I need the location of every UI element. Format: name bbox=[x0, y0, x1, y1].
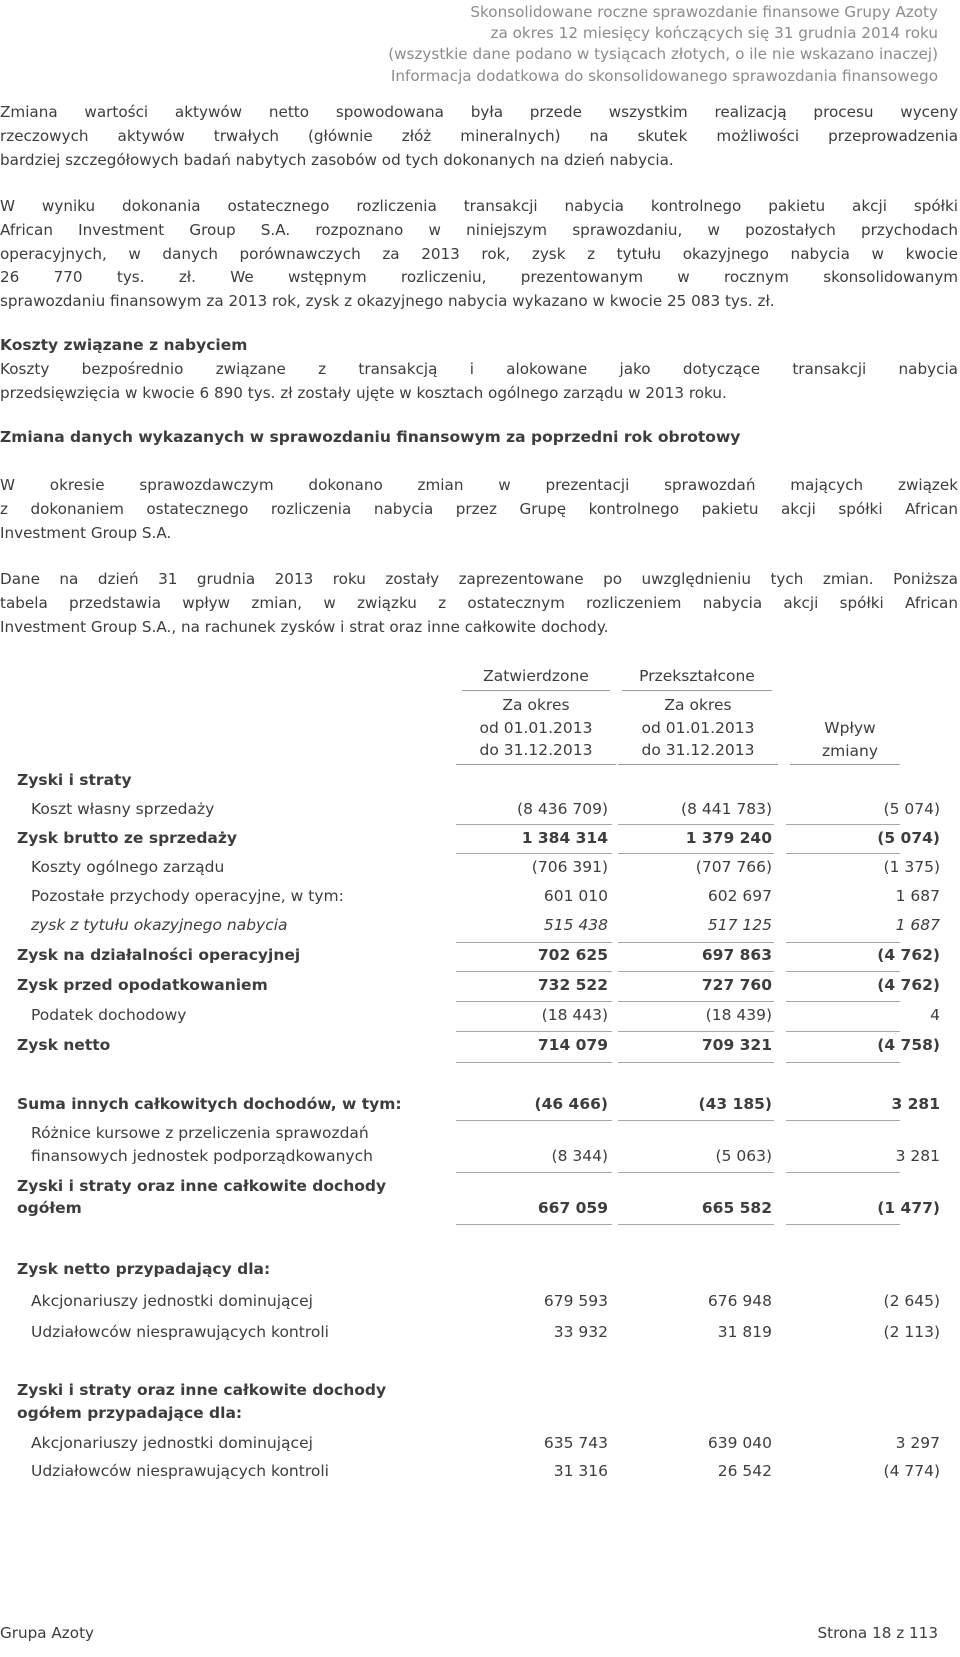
period-to: do 31.12.2013 bbox=[479, 741, 593, 759]
value-impact: (5 074) bbox=[877, 829, 940, 847]
row-underline bbox=[786, 1001, 900, 1002]
row-label: ogółem bbox=[17, 1199, 82, 1217]
value-approved: (8 436 709) bbox=[517, 800, 608, 818]
row-label: Zyski i straty bbox=[17, 771, 132, 789]
row-underline bbox=[786, 1224, 900, 1225]
paragraph-data-2013 bbox=[0, 568, 958, 639]
value-approved: 714 079 bbox=[537, 1036, 608, 1054]
row-label: Suma innych całkowitych dochodów, w tym: bbox=[17, 1095, 402, 1113]
value-approved: (8 344) bbox=[551, 1147, 608, 1165]
section-heading-change: Zmiana danych wykazanych w sprawozdaniu finansowym za poprzedni rok obrotowy bbox=[0, 428, 741, 446]
value-restated: 727 760 bbox=[701, 976, 772, 994]
value-impact: (4 762) bbox=[877, 976, 940, 994]
value-approved: (46 466) bbox=[534, 1095, 608, 1113]
value-approved: 31 316 bbox=[553, 1462, 608, 1480]
row-label: Zysk na działalności operacyjnej bbox=[17, 946, 301, 964]
table-row bbox=[0, 858, 960, 888]
text-line: Koszty bezpośrednio związane z transakcją i alokowane jako dotyczące transakcji nabycia bbox=[0, 360, 958, 378]
col-approved-header: Zatwierdzone bbox=[483, 667, 589, 685]
value-impact: (1 477) bbox=[877, 1199, 940, 1217]
row-underline bbox=[618, 824, 774, 825]
value-approved: 601 010 bbox=[543, 887, 608, 905]
row-underline bbox=[786, 824, 900, 825]
text-line: Dane na dzień 31 grudnia 2013 roku zostały zaprezentowane po uwzględnieniu tych zmian. Poniższa bbox=[0, 570, 958, 588]
header-underline bbox=[456, 764, 616, 765]
header-underline bbox=[462, 690, 610, 691]
row-label: Akcjonariuszy jednostki dominującej bbox=[31, 1434, 313, 1452]
page-header bbox=[388, 2, 938, 87]
row-label: zysk z tytułu okazyjnego nabycia bbox=[31, 916, 288, 934]
row-label: Koszty ogólnego zarządu bbox=[31, 858, 225, 876]
row-label: ogółem przypadające dla: bbox=[17, 1404, 243, 1422]
value-restated: 697 863 bbox=[701, 946, 772, 964]
row-underline bbox=[456, 1172, 612, 1173]
text-line: bardziej szczegółowych badań nabytych zasobów od tych dokonanych na dzień nabycia. bbox=[0, 150, 674, 169]
value-restated: 26 542 bbox=[717, 1462, 772, 1480]
row-label: Zyski i straty oraz inne całkowite dochody bbox=[17, 1177, 387, 1195]
row-label: Pozostałe przychody operacyjne, w tym: bbox=[31, 887, 344, 905]
value-restated: 676 948 bbox=[707, 1292, 772, 1310]
value-approved: 667 059 bbox=[537, 1199, 608, 1217]
value-impact: (4 774) bbox=[883, 1462, 940, 1480]
row-underline bbox=[786, 1172, 900, 1173]
row-underline bbox=[618, 1001, 774, 1002]
text-line: Investment Group S.A. bbox=[0, 523, 172, 542]
row-label: Zysk przed opodatkowaniem bbox=[17, 976, 268, 994]
row-underline bbox=[786, 1120, 900, 1121]
value-restated: (707 766) bbox=[695, 858, 772, 876]
row-label: Zyski i straty oraz inne całkowite dochody bbox=[17, 1381, 387, 1399]
text-line: 26 770 tys. zł. We wstępnym rozliczeniu, prezentowanym w rocznym skonsolidowanym bbox=[0, 268, 958, 287]
value-restated: (8 441 783) bbox=[681, 800, 772, 818]
row-underline bbox=[456, 824, 612, 825]
text-line: tabela przedstawia wpływ zmian, w związku z ostatecznym rozliczeniem nabycia akcji spółki African bbox=[0, 593, 958, 612]
text-line: z dokonaniem ostatecznego rozliczenia nabycia przez Grupę kontrolnego pakietu akcji spółki African bbox=[0, 499, 958, 518]
row-label: Koszt własny sprzedaży bbox=[31, 800, 215, 818]
header-line: Informacja dodatkowa do skonsolidowanego sprawozdania finansowego bbox=[390, 66, 938, 85]
period-label: Za okres bbox=[664, 696, 732, 714]
value-impact: (1 375) bbox=[883, 858, 940, 876]
period-from: od 01.01.2013 bbox=[641, 718, 755, 737]
footer-company: Grupa Azoty bbox=[0, 1624, 95, 1642]
row-underline bbox=[456, 1120, 612, 1121]
text-line: W wyniku dokonania ostatecznego rozliczenia transakcji nabycia kontrolnego pakietu akcji spółki bbox=[0, 197, 958, 215]
row-underline bbox=[456, 1224, 612, 1225]
impact-label: zmiany bbox=[821, 741, 879, 760]
value-approved: (18 443) bbox=[541, 1006, 608, 1024]
row-underline bbox=[786, 1062, 900, 1063]
value-restated: (18 439) bbox=[705, 1006, 772, 1024]
row-underline bbox=[786, 971, 900, 972]
value-impact: (4 758) bbox=[877, 1036, 940, 1054]
value-restated: 1 379 240 bbox=[685, 829, 772, 847]
row-underline bbox=[786, 853, 900, 854]
row-underline bbox=[618, 942, 774, 943]
text-line: sprawozdaniu finansowym za 2013 rok, zysk z okazyjnego nabycia wykazano w kwocie 25 083 tys. zł. bbox=[0, 292, 775, 311]
value-impact: 3 281 bbox=[895, 1147, 940, 1165]
value-restated: 602 697 bbox=[707, 887, 772, 905]
value-impact: (2 113) bbox=[883, 1323, 940, 1341]
row-label: Różnice kursowe z przeliczenia sprawozdań bbox=[31, 1124, 369, 1142]
value-restated: 665 582 bbox=[701, 1199, 772, 1217]
row-underline bbox=[618, 1172, 774, 1173]
section-label-pl bbox=[0, 771, 960, 801]
value-restated: 517 125 bbox=[707, 916, 772, 934]
value-restated: (5 063) bbox=[715, 1147, 772, 1165]
row-underline bbox=[456, 1062, 612, 1063]
value-approved: 515 438 bbox=[543, 916, 608, 934]
value-restated: (43 185) bbox=[698, 1095, 772, 1113]
row-underline bbox=[618, 1062, 774, 1063]
section-heading-costs: Koszty związane z nabyciem bbox=[0, 336, 248, 354]
table-row bbox=[0, 800, 960, 830]
value-impact: 1 687 bbox=[895, 887, 940, 905]
value-approved: 702 625 bbox=[537, 946, 608, 964]
text-line: operacyjnych, w danych porównawczych za 2013 rok, zysk z tytułu okazyjnego nabycia w kwocie bbox=[0, 244, 958, 263]
value-approved: 679 593 bbox=[543, 1292, 608, 1310]
row-label: finansowych jednostek podporządkowanych bbox=[31, 1147, 373, 1165]
value-impact: (4 762) bbox=[877, 946, 940, 964]
table-row bbox=[0, 1292, 960, 1322]
text-line: Zmiana wartości aktywów netto spowodowana była przede wszystkim realizacją procesu wyceny bbox=[0, 103, 958, 121]
row-underline bbox=[456, 971, 612, 972]
row-underline bbox=[786, 1031, 900, 1032]
value-impact: (5 074) bbox=[883, 800, 940, 818]
value-impact: (2 645) bbox=[883, 1292, 940, 1310]
table-row bbox=[0, 887, 960, 917]
period-from: od 01.01.2013 bbox=[479, 718, 593, 737]
footer-page-number: Strona 18 z 113 bbox=[817, 1624, 938, 1642]
value-approved: 33 932 bbox=[553, 1323, 608, 1341]
value-restated: 709 321 bbox=[701, 1036, 772, 1054]
header-underline bbox=[790, 764, 900, 765]
period-to: do 31.12.2013 bbox=[641, 741, 755, 759]
row-underline bbox=[786, 942, 900, 943]
value-restated: 31 819 bbox=[717, 1323, 772, 1341]
row-underline bbox=[456, 1001, 612, 1002]
text-line: rzeczowych aktywów trwałych (głównie złóż mineralnych) na skutek możliwości przeprowadzenia bbox=[0, 126, 958, 145]
header-underline bbox=[618, 764, 778, 765]
row-underline bbox=[456, 853, 612, 854]
value-impact: 1 687 bbox=[895, 916, 940, 934]
row-underline bbox=[618, 1224, 774, 1225]
value-approved: (706 391) bbox=[531, 858, 608, 876]
header-underline bbox=[622, 690, 772, 691]
impact-label: Wpływ bbox=[824, 719, 876, 737]
period-label: Za okres bbox=[502, 696, 570, 714]
paragraph-settlement bbox=[0, 195, 958, 314]
row-label: Udziałowców niesprawujących kontroli bbox=[31, 1323, 329, 1341]
paragraph-presentation bbox=[0, 474, 958, 545]
value-restated: 639 040 bbox=[707, 1434, 772, 1452]
table-row bbox=[0, 1434, 960, 1464]
text-line: przedsięwzięcia w kwocie 6 890 tys. zł zostały ujęte w kosztach ogólnego zarządu w 2013 roku. bbox=[0, 383, 727, 402]
table-row bbox=[0, 829, 960, 859]
paragraph-costs bbox=[0, 358, 958, 406]
col-restated-period bbox=[618, 694, 778, 762]
value-impact: 3 281 bbox=[891, 1095, 940, 1113]
row-underline bbox=[618, 1120, 774, 1121]
text-line: Investment Group S.A., na rachunek zysków i strat oraz inne całkowite dochody. bbox=[0, 617, 609, 636]
row-underline bbox=[618, 971, 774, 972]
col-approved-period bbox=[456, 694, 616, 762]
row-label: Zysk netto bbox=[17, 1036, 111, 1054]
row-label: Zysk netto przypadający dla: bbox=[17, 1260, 271, 1278]
header-line: Skonsolidowane roczne sprawozdanie finansowe Grupy Azoty bbox=[470, 3, 938, 21]
row-label: Akcjonariuszy jednostki dominującej bbox=[31, 1292, 313, 1310]
text-line: W okresie sprawozdawczym dokonano zmian w prezentacji sprawozdań mających związek bbox=[0, 476, 958, 494]
table-row bbox=[0, 1323, 960, 1353]
row-underline bbox=[618, 1031, 774, 1032]
row-underline bbox=[456, 1031, 612, 1032]
table-row bbox=[0, 1462, 960, 1492]
row-underline bbox=[456, 942, 612, 943]
header-line: za okres 12 miesięcy kończących się 31 grudnia 2014 roku bbox=[490, 24, 938, 43]
col-restated-header: Przekształcone bbox=[639, 667, 755, 685]
paragraph-net-assets bbox=[0, 101, 958, 172]
value-approved: 1 384 314 bbox=[521, 829, 608, 847]
row-label: Podatek dochodowy bbox=[31, 1006, 187, 1024]
header-line: (wszystkie dane podano w tysiącach złotych, o ile nie wskazano inaczej) bbox=[388, 45, 938, 64]
table-row bbox=[0, 1260, 960, 1290]
value-approved: 635 743 bbox=[543, 1434, 608, 1452]
text-line: African Investment Group S.A. rozpoznano w niniejszym sprawozdaniu, w pozostałych przychodach bbox=[0, 220, 958, 239]
row-label: Udziałowców niesprawujących kontroli bbox=[31, 1462, 329, 1480]
value-impact: 4 bbox=[930, 1006, 940, 1024]
value-approved: 732 522 bbox=[537, 976, 608, 994]
row-underline bbox=[618, 853, 774, 854]
table-row bbox=[0, 1404, 960, 1434]
value-impact: 3 297 bbox=[895, 1434, 940, 1452]
row-label: Zysk brutto ze sprzedaży bbox=[17, 829, 238, 847]
col-impact-header bbox=[790, 717, 910, 762]
